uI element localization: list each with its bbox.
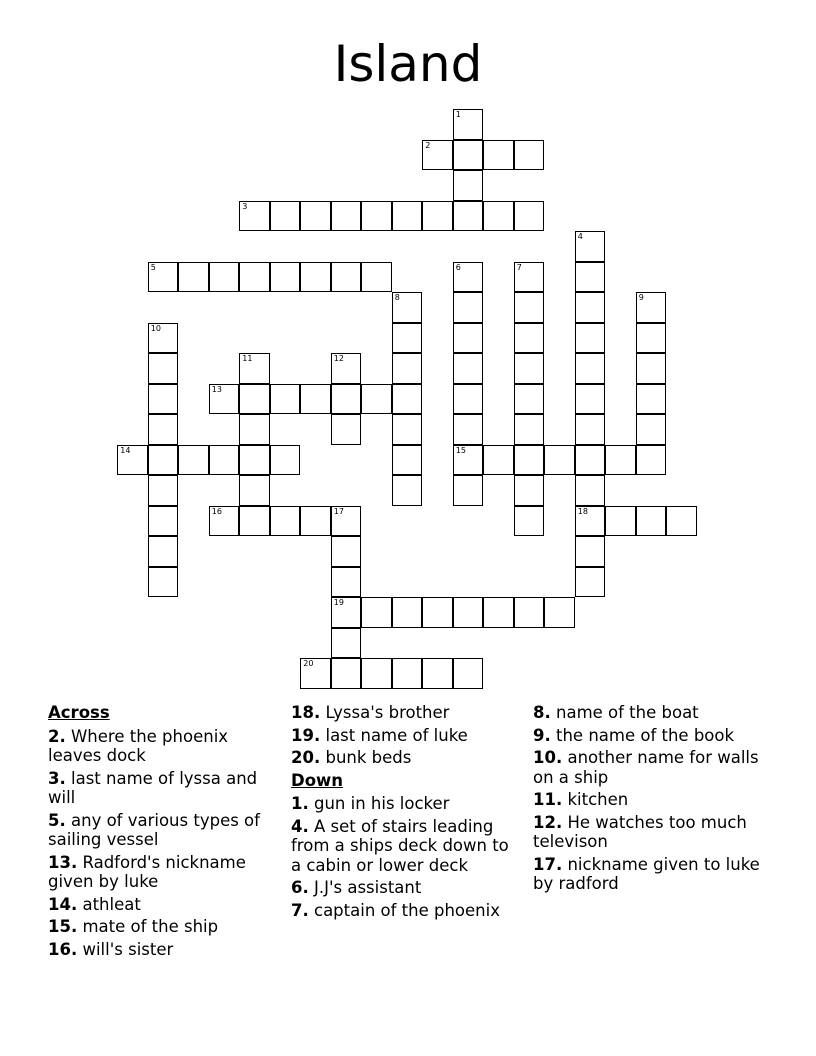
clue-across-16: 16. will's sister bbox=[48, 939, 174, 959]
grid-cell[interactable] bbox=[239, 414, 270, 445]
grid-cell[interactable] bbox=[392, 292, 423, 323]
grid-cell[interactable] bbox=[331, 658, 362, 689]
grid-cell[interactable] bbox=[514, 292, 545, 323]
grid-cell[interactable] bbox=[331, 353, 362, 384]
cell-number: 12 bbox=[333, 354, 344, 364]
grid-cell[interactable] bbox=[270, 262, 301, 293]
grid-cell[interactable] bbox=[514, 323, 545, 354]
grid-cell[interactable] bbox=[666, 506, 697, 537]
down-heading: Down bbox=[291, 770, 344, 790]
grid-cell[interactable] bbox=[148, 323, 179, 354]
grid-cell[interactable] bbox=[453, 445, 484, 476]
grid-cell[interactable] bbox=[331, 506, 362, 537]
grid-cell[interactable] bbox=[422, 658, 453, 689]
grid-cell[interactable] bbox=[361, 262, 392, 293]
grid-cell[interactable] bbox=[422, 140, 453, 171]
grid-cell[interactable] bbox=[575, 567, 606, 598]
grid-cell[interactable] bbox=[392, 323, 423, 354]
grid-cell[interactable] bbox=[514, 353, 545, 384]
grid-cell[interactable] bbox=[636, 384, 667, 415]
cell-number: 13 bbox=[211, 384, 222, 394]
grid-cell[interactable] bbox=[483, 597, 514, 628]
grid-cell[interactable] bbox=[148, 536, 179, 567]
grid-cell[interactable] bbox=[331, 414, 362, 445]
grid-cell[interactable] bbox=[636, 506, 667, 537]
grid-cell[interactable] bbox=[453, 658, 484, 689]
grid-cell[interactable] bbox=[209, 384, 240, 415]
clue-across-5: 5. any of various types of sailing vessel bbox=[48, 810, 260, 849]
grid-cell[interactable] bbox=[178, 445, 209, 476]
grid-cell[interactable] bbox=[575, 292, 606, 323]
grid-cell[interactable] bbox=[361, 658, 392, 689]
grid-cell[interactable] bbox=[178, 262, 209, 293]
grid-cell[interactable] bbox=[148, 567, 179, 598]
grid-cell[interactable] bbox=[331, 597, 362, 628]
grid-cell[interactable] bbox=[636, 323, 667, 354]
clue-across-19: 19. last name of luke bbox=[291, 725, 468, 745]
grid-cell[interactable] bbox=[117, 445, 148, 476]
clue-down-11: 11. kitchen bbox=[533, 790, 629, 809]
clue-across-13: 13. Radford's nickname given by luke bbox=[48, 852, 246, 891]
clue-across-15: 15. mate of the ship bbox=[48, 917, 219, 936]
grid-cell[interactable] bbox=[514, 445, 545, 476]
grid-cell[interactable] bbox=[270, 201, 301, 232]
grid-cell[interactable] bbox=[300, 384, 331, 415]
grid-cell[interactable] bbox=[453, 597, 484, 628]
grid-cell[interactable] bbox=[392, 384, 423, 415]
grid-cell[interactable] bbox=[453, 353, 484, 384]
cell-number: 20 bbox=[303, 659, 314, 669]
grid-cell[interactable] bbox=[483, 140, 514, 171]
clue-down-6: 6. J.J's assistant bbox=[291, 878, 422, 897]
clue-down-10: 10. another name for walls on a ship bbox=[533, 748, 759, 787]
grid-cell[interactable] bbox=[453, 323, 484, 354]
grid-cell[interactable] bbox=[331, 262, 362, 293]
clue-across-2: 2. Where the phoenix leaves dock bbox=[48, 726, 229, 765]
grid-cell[interactable] bbox=[270, 384, 301, 415]
grid-cell[interactable] bbox=[514, 597, 545, 628]
puzzle-title: Island bbox=[333, 35, 483, 93]
clue-down-7: 7. captain of the phoenix bbox=[291, 900, 500, 920]
clue-across-18: 18. Lyssa's brother bbox=[291, 703, 450, 722]
grid-cell[interactable] bbox=[636, 292, 667, 323]
grid-cell[interactable] bbox=[361, 384, 392, 415]
clue-across-14: 14. athleat bbox=[48, 894, 141, 914]
cell-number: 8 bbox=[394, 293, 400, 303]
cell-number: 17 bbox=[333, 506, 344, 516]
cell-number: 10 bbox=[150, 323, 161, 333]
cell-number: 2 bbox=[425, 140, 431, 150]
clue-across-20: 20. bunk beds bbox=[291, 748, 412, 767]
grid-cell[interactable] bbox=[361, 201, 392, 232]
clues-column-3 bbox=[533, 703, 773, 897]
grid-cell[interactable] bbox=[331, 536, 362, 567]
across-heading: Across bbox=[48, 703, 110, 722]
grid-cell[interactable] bbox=[270, 445, 301, 476]
grid-cell[interactable] bbox=[392, 414, 423, 445]
grid-cell[interactable] bbox=[331, 567, 362, 598]
grid-cell[interactable] bbox=[300, 506, 331, 537]
grid-cell[interactable] bbox=[483, 445, 514, 476]
grid-cell[interactable] bbox=[422, 201, 453, 232]
grid-cell[interactable] bbox=[605, 445, 636, 476]
grid-cell[interactable] bbox=[148, 353, 179, 384]
clues-column-2 bbox=[291, 703, 523, 923]
clue-down-1: 1. gun in his locker bbox=[291, 794, 450, 813]
grid-cell[interactable] bbox=[209, 262, 240, 293]
grid-cell[interactable] bbox=[239, 475, 270, 506]
grid-cell[interactable] bbox=[453, 109, 484, 140]
cell-number: 3 bbox=[242, 201, 248, 211]
grid-cell[interactable] bbox=[331, 384, 362, 415]
cell-number: 5 bbox=[150, 262, 156, 272]
grid-cell[interactable] bbox=[575, 231, 606, 262]
grid-cell[interactable] bbox=[361, 597, 392, 628]
grid-cell[interactable] bbox=[422, 597, 453, 628]
clue-across-3: 3. last name of lyssa and will bbox=[48, 768, 258, 807]
grid-cell[interactable] bbox=[575, 262, 606, 293]
grid-cell[interactable] bbox=[148, 475, 179, 506]
grid-cell[interactable] bbox=[453, 292, 484, 323]
grid-cell[interactable] bbox=[453, 170, 484, 201]
grid-cell[interactable] bbox=[392, 353, 423, 384]
grid-cell[interactable] bbox=[575, 414, 606, 445]
grid-cell[interactable] bbox=[514, 475, 545, 506]
grid-cell[interactable] bbox=[239, 384, 270, 415]
grid-cell[interactable] bbox=[453, 475, 484, 506]
grid-cell[interactable] bbox=[300, 201, 331, 232]
clue-down-12: 12. He watches too much televison bbox=[533, 812, 747, 851]
grid-cell[interactable] bbox=[270, 506, 301, 537]
grid-cell[interactable] bbox=[392, 597, 423, 628]
grid-cell[interactable] bbox=[392, 658, 423, 689]
grid-cell[interactable] bbox=[544, 445, 575, 476]
grid-cell[interactable] bbox=[605, 506, 636, 537]
grid-cell[interactable] bbox=[453, 140, 484, 171]
clue-down-4: 4. A set of stairs leading from a ships deck down to a cabin or lower deck bbox=[291, 816, 509, 875]
grid-cell[interactable] bbox=[148, 445, 179, 476]
grid-cell[interactable] bbox=[148, 414, 179, 445]
grid-cell[interactable] bbox=[636, 445, 667, 476]
grid-cell[interactable] bbox=[575, 475, 606, 506]
clues-column-1 bbox=[48, 703, 278, 962]
grid-cell[interactable] bbox=[392, 445, 423, 476]
grid-cell[interactable] bbox=[239, 353, 270, 384]
clue-down-17: 17. nickname given to luke by radford bbox=[533, 854, 760, 893]
grid-cell[interactable] bbox=[453, 262, 484, 293]
grid-cell[interactable] bbox=[514, 201, 545, 232]
grid-cell[interactable] bbox=[575, 506, 606, 537]
grid-cell[interactable] bbox=[148, 262, 179, 293]
grid-cell[interactable] bbox=[514, 506, 545, 537]
cell-number: 1 bbox=[455, 110, 461, 120]
grid-cell[interactable] bbox=[514, 384, 545, 415]
grid-cell[interactable] bbox=[300, 658, 331, 689]
clue-down-9: 9. the name of the book bbox=[533, 725, 735, 745]
cell-number: 11 bbox=[242, 354, 253, 364]
grid-cell[interactable] bbox=[331, 628, 362, 659]
grid-cell[interactable] bbox=[575, 445, 606, 476]
cell-number: 4 bbox=[577, 232, 583, 242]
grid-cell[interactable] bbox=[209, 506, 240, 537]
grid-cell[interactable] bbox=[392, 201, 423, 232]
cell-number: 18 bbox=[577, 506, 588, 516]
grid-cell[interactable] bbox=[636, 353, 667, 384]
grid-cell[interactable] bbox=[575, 536, 606, 567]
grid-cell[interactable] bbox=[575, 384, 606, 415]
grid-cell[interactable] bbox=[636, 414, 667, 445]
grid-cell[interactable] bbox=[300, 262, 331, 293]
grid-cell[interactable] bbox=[453, 414, 484, 445]
grid-cell[interactable] bbox=[575, 353, 606, 384]
grid-cell[interactable] bbox=[453, 201, 484, 232]
grid-cell[interactable] bbox=[514, 262, 545, 293]
cell-number: 15 bbox=[455, 445, 466, 455]
grid-cell[interactable] bbox=[148, 506, 179, 537]
grid-cell[interactable] bbox=[239, 262, 270, 293]
grid-cell[interactable] bbox=[514, 140, 545, 171]
cell-number: 6 bbox=[455, 262, 461, 272]
grid-cell[interactable] bbox=[209, 445, 240, 476]
cell-number: 9 bbox=[638, 293, 644, 303]
grid-cell[interactable] bbox=[239, 506, 270, 537]
grid-cell[interactable] bbox=[483, 201, 514, 232]
cell-number: 7 bbox=[516, 262, 522, 272]
grid-cell[interactable] bbox=[331, 201, 362, 232]
grid-cell[interactable] bbox=[239, 445, 270, 476]
grid-cell[interactable] bbox=[148, 384, 179, 415]
grid-cell[interactable] bbox=[453, 384, 484, 415]
cell-number: 16 bbox=[211, 506, 222, 516]
cell-number: 19 bbox=[333, 598, 344, 608]
grid-cell[interactable] bbox=[239, 201, 270, 232]
grid-cell[interactable] bbox=[514, 414, 545, 445]
grid-cell[interactable] bbox=[544, 597, 575, 628]
clue-down-8: 8. name of the boat bbox=[533, 703, 699, 722]
grid-cell[interactable] bbox=[575, 323, 606, 354]
cell-number: 14 bbox=[120, 445, 131, 455]
grid-cell[interactable] bbox=[392, 475, 423, 506]
